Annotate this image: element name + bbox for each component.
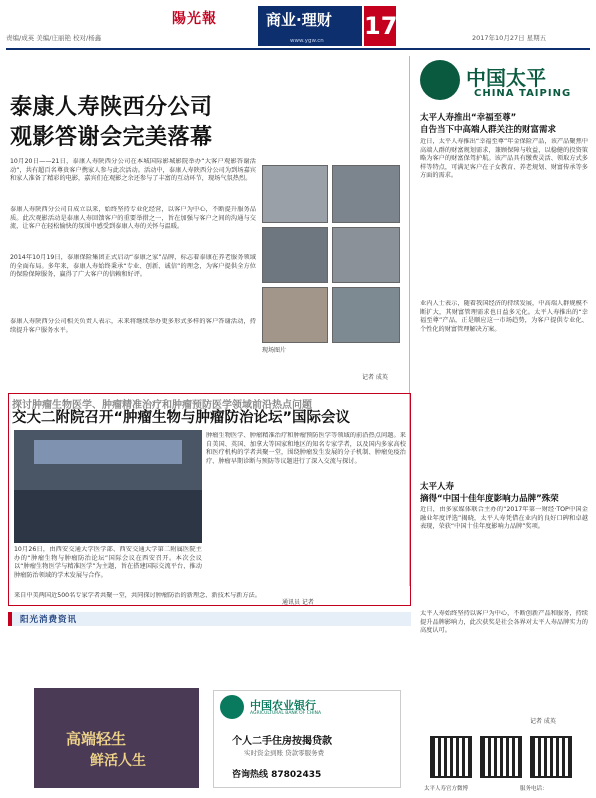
abc-logo-icon [220,695,244,719]
main-headline-line2: 观影答谢会完美落幕 [10,125,213,150]
event-photo [262,227,328,283]
right-headline-1: 太平人寿推出“幸福至尊” [420,113,517,123]
qr-code-icon[interactable] [480,736,522,778]
right-body-4: 太平人寿始终坚持以客户为中心，不断创新产品和服务，持续提升品牌影响力，此次获奖是社会各界对太平人寿品牌实力的高度认可。 [420,610,588,635]
main-paragraph-2: 泰康人寿陕西分公司自成立以来，始终坚持专业化经营，以客户为中心，不断提升服务品质。此次观影活动是泰康人寿回馈客户的重要举措之一，旨在加强与客户之间的沟通与交流，让客户在轻松愉快的氛围中感受到泰康人寿的关怀与温暖。 [10,206,256,231]
right-headline-3: 太平人寿 [420,482,455,492]
feature-byline: 通讯员 记者 [282,599,314,606]
main-byline: 记者 成英 [362,374,388,381]
ad-slogan-line1: 高端轻生 [66,730,127,748]
event-photo [332,287,400,343]
qr-code-icon[interactable] [430,736,472,778]
editor-credits: 责编/成英 美编/庄丽艳 校对/杨鑫 [6,34,102,42]
conference-audience [14,490,202,543]
photo-caption: 现场图片 [262,347,287,354]
page-number: 17 [364,6,396,46]
header-rule [6,48,590,50]
event-photo [332,165,400,223]
feature-headline: 交大二附院召开“肿瘤生物与肿瘤防治论坛”国际会议 [12,410,351,426]
feature-body-bottom: 来自中美两国近500名专家学者共聚一堂，共同探讨肿瘤防治的新理念、新技术与新方法。 [14,592,261,599]
main-paragraph-1: 10月20日——21日，泰康人寿陕西分公司在本城国际影城影院举办“大客户观影答谢活动”，共有超百名尊贵客户携家人参与此次活动。活动中，泰康人寿陕西分公司为到场嘉宾和家人准备了精彩的电影，嘉宾们在观影之余还参与了丰富的互动环节，现场气氛热烈。 [10,158,256,183]
right-headline-2: 自告当下中高端人群关注的财富需求 [420,125,557,135]
loan-title: 个人二手住房按揭贷款 [232,736,332,747]
main-paragraph-4: 泰康人寿陕西分公司相关负责人表示，未来将继续举办更多形式多样的客户答谢活动，持续提升客户服务水平。 [10,318,256,334]
qr-label: 服务电话： [520,786,548,792]
feature-kicker: 探讨肿瘤生物医学、肿瘤精准治疗和肿瘤预防医学领域前沿热点问题 [12,400,312,411]
right-body-1: 近日，太平人寿推出“幸福至尊”年金保险产品，该产品聚焦中高端人群的财富规划需求，兼顾保障与收益，以稳健的投资策略为客户的财富保驾护航。该产品具有缴费灵活、领取方式多样等特点，可满足客户在子女教育、养老规划、财富传承等多方面的需求。 [420,138,588,180]
qr-label: 太平人寿官方微博 [424,786,469,792]
event-photo [332,227,400,283]
right-body-3: 近日，由多家媒体联合主办的“2017年第一财经·TOP中国金融业年度评选”揭晓，太平人寿凭借在业内的良好口碑和卓越表现，荣获“中国十佳年度影响力品牌”奖项。 [420,506,588,531]
bank-name: 中国农业银行 [250,699,316,712]
main-paragraph-3: 2014年10月19日，泰康保险集团正式启动“泰康之家”品牌，标志着泰康在养老服务领域的全面布局。多年来，泰康人寿始终秉承“专业、创新、诚信”的理念，为客户提供全方位的保险保障服务，赢得了广大客户的信赖和好评。 [10,254,256,279]
china-taiping-logo-icon [420,60,460,100]
ad-section-title: 阳光消费资讯 [20,615,78,625]
newspaper-logo: 陽光報 [172,11,217,27]
main-headline-line1: 泰康人寿陕西分公司 [10,95,213,120]
china-taiping-name: 中国太平 [466,66,546,90]
bank-name-en: AGRICULTURAL BANK OF CHINA [250,711,322,716]
section-url: www.ygw.cn [290,38,324,44]
hotline: 咨询热线 87802435 [232,770,322,780]
right-headline-4: 摘得“中国十佳年度影响力品牌”殊荣 [420,494,559,504]
feature-body-right: 肿瘤生物医学、肿瘤精准治疗和肿瘤预防医学等领域的前沿热点问题。来自美国、英国、加拿大等国家和地区的知名专家学者，以及国内多家高校和医疗机构的学者共聚一堂，围绕肿瘤发生发展的分子机制、肿瘤免疫治疗、肿瘤早期诊断与预防等议题进行了深入交流与探讨。 [206,432,406,465]
ad-slogan-line2: 鲜活人生 [90,753,146,769]
china-taiping-name-en: CHINA TAIPING [474,88,572,99]
conference-photo [14,430,202,543]
event-photo [262,287,328,343]
event-photo [262,165,328,223]
loan-slogan: 实时资金到账 贷款零服务费 [244,749,325,757]
event-photo-collage [262,165,400,345]
issue-date: 2017年10月27日 星期五 [472,34,547,42]
right-byline: 记者 成英 [530,718,556,725]
conference-screen [34,440,182,464]
section-title: 商业·理财 [266,11,332,29]
right-body-2: 业内人士表示，随着我国经济的持续发展，中高端人群规模不断扩大，其财富管理需求也日益多元化。太平人寿推出的“幸福至尊”产品，正是顺应这一市场趋势，为客户提供专业化、个性化的财富管理解决方案。 [420,300,588,333]
qr-code-icon[interactable] [530,736,572,778]
feature-body-left: 10月26日，由西安交通大学医学部、西安交通大学第二附属医院主办的“肿瘤生物与肿瘤防治论坛”国际会议在西安召开。本次会议以“肿瘤生物医学与精准医学”为主题，旨在搭建国际交流平台，推动肿瘤防治领域的学术发展与合作。 [14,546,202,579]
